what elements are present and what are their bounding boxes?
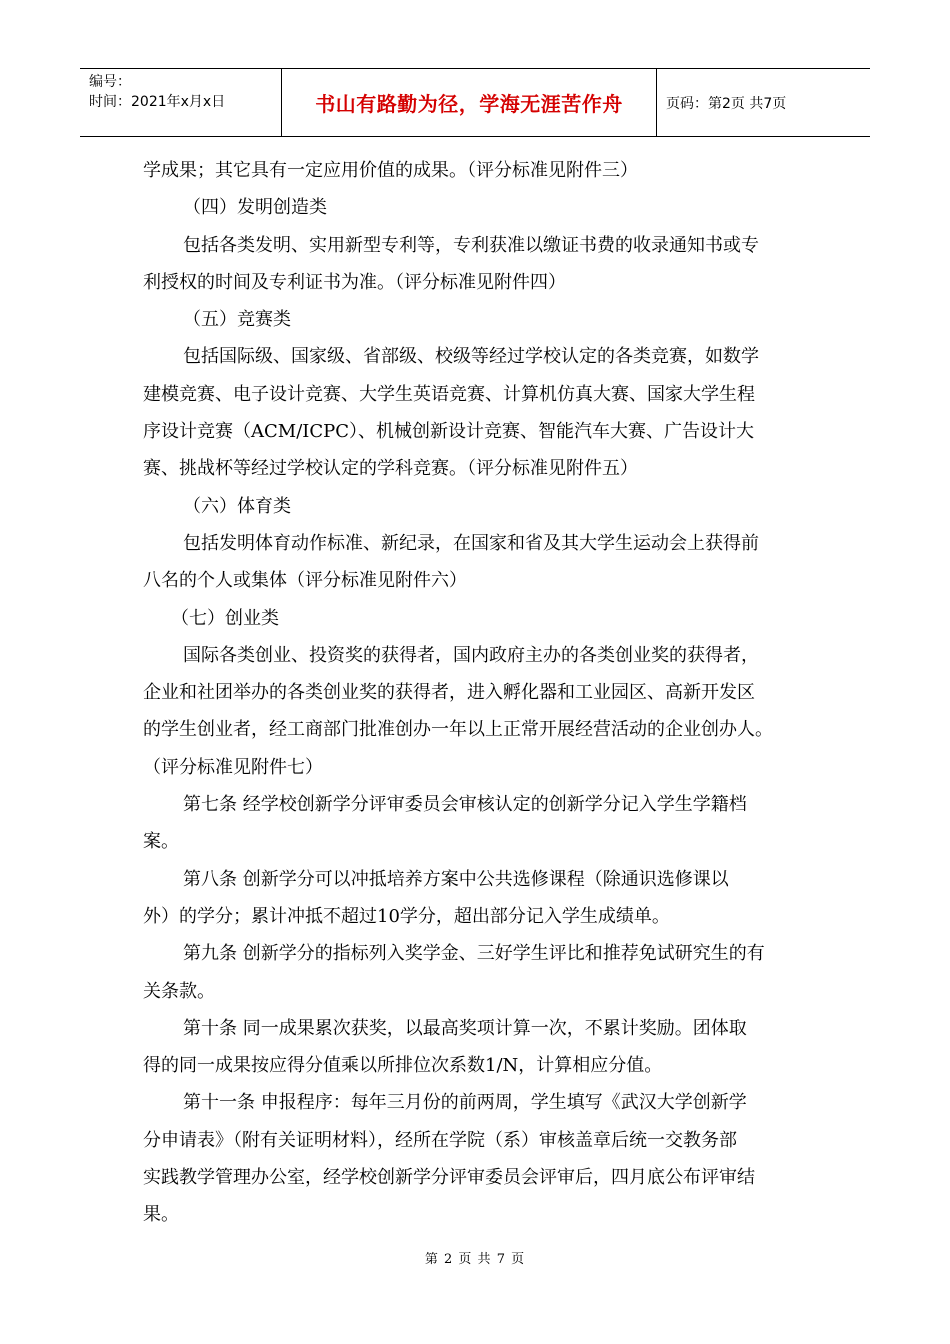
section-heading-sports: （六）体育类 — [183, 495, 291, 517]
paragraph-line: 国际各类创业、投资奖的获得者，国内政府主办的各类创业奖的获得者， — [183, 644, 759, 666]
paragraph-line: 利授权的时间及专利证书为准。（评分标准见附件四） — [143, 271, 566, 293]
paragraph-line: 案。 — [143, 831, 179, 853]
paragraph-line: （评分标准见附件七） — [143, 756, 323, 778]
page-header — [80, 68, 870, 137]
paragraph-line: 学成果；其它具有一定应用价值的成果。（评分标准见附件三） — [143, 160, 638, 181]
paragraph-line: 包括各类发明、实用新型专利等，专利获准以缴证书费的收录通知书或专 — [183, 234, 759, 256]
article-11: 第十一条 申报程序：每年三月份的前两周，学生填写《武汉大学创新学 — [183, 1092, 747, 1114]
page-footer — [0, 1248, 950, 1267]
paragraph-line: 企业和社团举办的各类创业奖的获得者，进入孵化器和工业园区、高新开发区 — [143, 682, 755, 704]
paragraph-line: 果。 — [143, 1204, 179, 1226]
document-number: 编号： — [89, 74, 131, 90]
article-10: 第十条 同一成果累次获奖，以最高奖项计算一次，不累计奖励。团体取 — [183, 1017, 747, 1039]
article-9: 第九条 创新学分的指标列入奖学金、三好学生评比和推荐免试研究生的有 — [183, 943, 765, 965]
article-8: 第八条 创新学分可以冲抵培养方案中公共选修课程（除通识选修课以 — [183, 868, 729, 890]
section-heading-competition: （五）竞赛类 — [183, 309, 291, 331]
article-7: 第七条 经学校创新学分评审委员会审核认定的创新学分记入学生学籍档 — [183, 794, 747, 816]
document-body — [143, 152, 813, 1234]
paragraph-line: 分申请表》（附有关证明材料），经所在学院（系）审核盖章后统一交教务部 — [143, 1129, 737, 1151]
paragraph-line: 实践教学管理办公室，经学校创新学分评审委员会评审后，四月底公布评审结 — [143, 1167, 755, 1189]
paragraph-line: 赛、挑战杯等经过学校认定的学科竞赛。（评分标准见附件五） — [143, 458, 638, 480]
document-date: 时间：2021年x月x日 — [89, 94, 226, 110]
paragraph-line: 得的同一成果按应得分值乘以所排位次系数1/N，计算相应分值。 — [143, 1055, 663, 1077]
section-heading-entrepreneurship: （七）创业类 — [171, 607, 279, 629]
paragraph-line: 关条款。 — [143, 980, 215, 1002]
paragraph-line: 建模竞赛、电子设计竞赛、大学生英语竞赛、计算机仿真大赛、国家大学生程 — [143, 383, 755, 405]
header-motto-cell — [282, 69, 657, 136]
paragraph-line: 包括发明体育动作标准、新纪录，在国家和省及其大学生运动会上获得前 — [183, 532, 759, 554]
paragraph-line: 八名的个人或集体（评分标准见附件六） — [143, 570, 467, 592]
paragraph-line: 的学生创业者，经工商部门批准创办一年以上正常开展经营活动的企业创办人。 — [143, 719, 773, 741]
paragraph-line: 包括国际级、国家级、省部级、校级等经过学校认定的各类竞赛，如数学 — [183, 346, 759, 368]
paragraph-line: 序设计竞赛（ACM/ICPC）、机械创新设计竞赛、智能汽车大赛、广告设计大 — [143, 421, 755, 443]
motto: 书山有路勤为径，学海无涯苦作舟 — [315, 92, 623, 116]
paragraph-line: 外）的学分；累计冲抵不超过10学分，超出部分记入学生成绩单。 — [143, 905, 670, 927]
section-heading-invention: （四）发明创造类 — [183, 197, 327, 219]
header-meta — [80, 69, 282, 136]
footer-page-number: 第 2 页 共 7 页 — [424, 1252, 526, 1267]
header-page-number: 页码：第2页 共7页 — [666, 95, 787, 112]
header-page-cell — [657, 69, 870, 136]
